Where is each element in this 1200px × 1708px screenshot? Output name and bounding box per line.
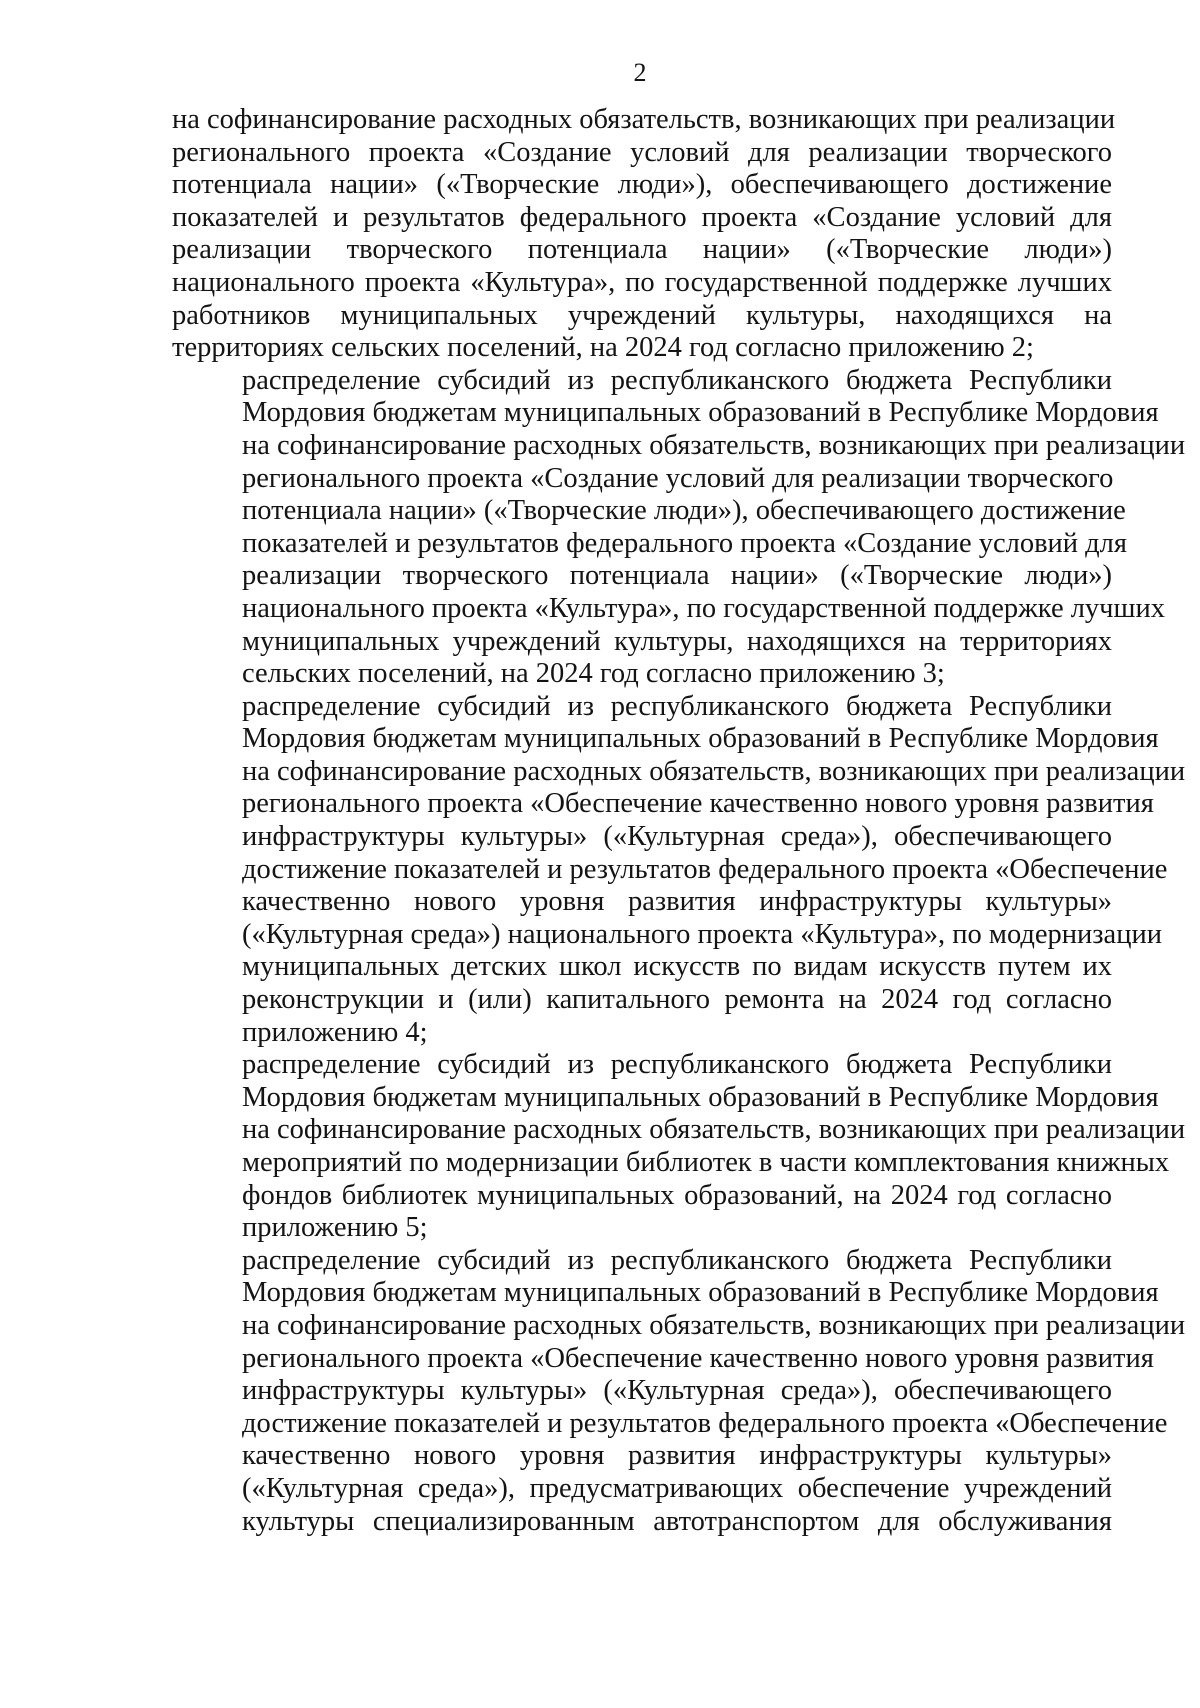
paragraph	[172, 1244, 1186, 1538]
text-line: Мордовия бюджетам муниципальных образований в Республике Мордовия	[242, 1081, 1159, 1113]
text-line: фондов библиотек муниципальных образований, на 2024 год согласно	[242, 1179, 1112, 1211]
text-line: сельских поселений, на 2024 год согласно приложению 3;	[242, 658, 945, 690]
paragraph	[172, 690, 1186, 1050]
text-line: приложению 5;	[242, 1212, 428, 1244]
text-line: регионального проекта «Обеспечение качественно нового уровня развития	[242, 1342, 1154, 1374]
text-line: распределение субсидий из республиканского бюджета Республики	[242, 364, 1112, 396]
paragraph	[172, 364, 1186, 691]
text-line: потенциала нации» («Творческие люди»), обеспечивающего достижение	[172, 169, 1112, 201]
text-line: культуры специализированным автотранспортом для обслуживания	[242, 1505, 1112, 1537]
text-line: национального проекта «Культура», по государственной поддержке лучших	[172, 266, 1112, 298]
text-line: на софинансирование расходных обязательств, возникающих при реализации	[242, 429, 1186, 461]
text-line: муниципальных детских школ искусств по видам искусств путем их	[242, 951, 1112, 983]
document-body	[172, 104, 1186, 1538]
paragraph	[172, 1049, 1186, 1245]
text-line: на софинансирование расходных обязательств, возникающих при реализации	[242, 1114, 1186, 1146]
text-line: Мордовия бюджетам муниципальных образований в Республике Мордовия	[242, 1277, 1159, 1309]
text-line: качественно нового уровня развития инфраструктуры культуры»	[242, 1440, 1112, 1472]
text-line: национального проекта «Культура», по государственной поддержке лучших	[242, 592, 1165, 624]
text-line: («Культурная среда») национального проекта «Культура», по модернизации	[242, 918, 1162, 950]
text-line: потенциала нации» («Творческие люди»), обеспечивающего достижение	[242, 495, 1126, 527]
page-number: 2	[633, 58, 647, 87]
paragraph	[172, 104, 1116, 365]
text-line: регионального проекта «Создание условий для реализации творческого	[172, 136, 1112, 168]
text-line: реконструкции и (или) капитального ремонта на 2024 год согласно	[242, 984, 1112, 1016]
text-line: инфраструктуры культуры» («Культурная среда»), обеспечивающего	[242, 821, 1112, 853]
text-line: приложению 4;	[242, 1016, 428, 1048]
text-line: распределение субсидий из республиканского бюджета Республики	[242, 1244, 1112, 1276]
text-line: на софинансирование расходных обязательств, возникающих при реализации	[242, 1309, 1186, 1341]
text-line: регионального проекта «Обеспечение качественно нового уровня развития	[242, 788, 1154, 820]
text-line: распределение субсидий из республиканского бюджета Республики	[242, 690, 1112, 722]
text-line: на софинансирование расходных обязательств, возникающих при реализации	[242, 755, 1186, 787]
text-line: территориях сельских поселений, на 2024 год согласно приложению 2;	[172, 332, 1034, 364]
text-line: регионального проекта «Создание условий для реализации творческого	[242, 462, 1114, 494]
text-line: распределение субсидий из республиканского бюджета Республики	[242, 1049, 1112, 1081]
text-line: на софинансирование расходных обязательств, возникающих при реализации	[172, 104, 1116, 135]
text-line: качественно нового уровня развития инфраструктуры культуры»	[242, 886, 1112, 918]
text-line: Мордовия бюджетам муниципальных образований в Республике Мордовия	[242, 397, 1159, 429]
text-line: муниципальных учреждений культуры, находящихся на территориях	[242, 625, 1112, 657]
text-line: реализации творческого потенциала нации» («Творческие люди»)	[172, 234, 1112, 266]
text-line: («Культурная среда»), предусматривающих обеспечение учреждений	[242, 1472, 1112, 1504]
text-line: Мордовия бюджетам муниципальных образований в Республике Мордовия	[242, 723, 1159, 755]
text-line: показателей и результатов федерального проекта «Создание условий для	[242, 527, 1128, 559]
text-line: достижение показателей и результатов федерального проекта «Обеспечение	[242, 1407, 1168, 1439]
text-line: инфраструктуры культуры» («Культурная среда»), обеспечивающего	[242, 1375, 1112, 1407]
text-line: достижение показателей и результатов федерального проекта «Обеспечение	[242, 853, 1168, 885]
text-line: показателей и результатов федерального проекта «Создание условий для	[172, 201, 1112, 233]
text-line: реализации творческого потенциала нации» («Творческие люди»)	[242, 560, 1112, 592]
text-line: мероприятий по модернизации библиотек в части комплектования книжных	[242, 1147, 1170, 1178]
text-line: работников муниципальных учреждений культуры, находящихся на	[172, 299, 1112, 331]
